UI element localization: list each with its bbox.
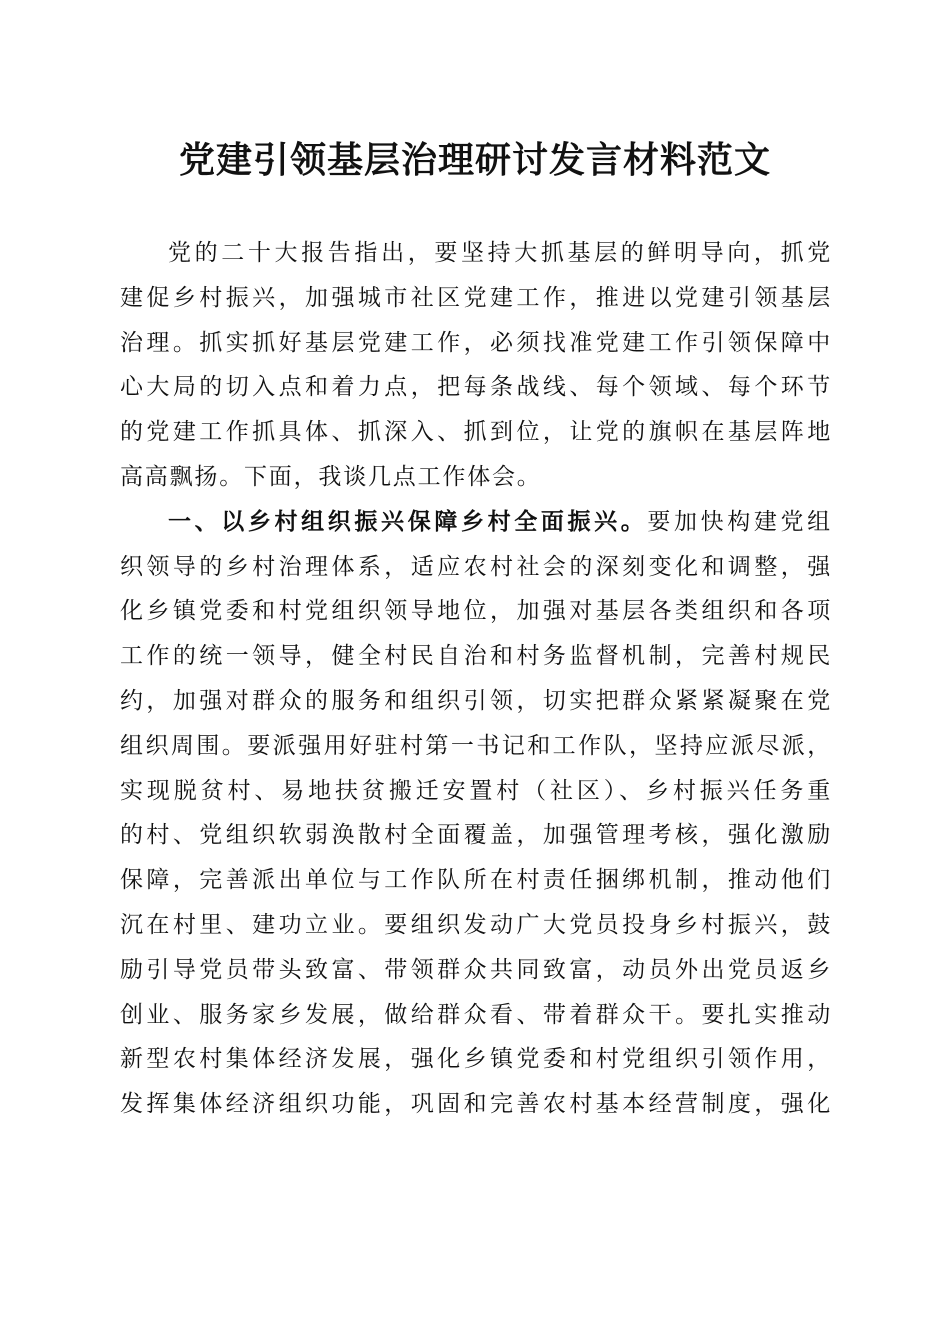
section-1-first-line-text: 要加快构建党组 xyxy=(647,508,832,535)
paragraph-line: 发挥集体经济组织功能，巩固和完善农村基本经营制度，强化 xyxy=(120,1091,832,1118)
intro-paragraph xyxy=(120,231,832,500)
paragraph-line: 高高飘扬。下面，我谈几点工作体会。 xyxy=(120,463,542,490)
paragraph-line: 励引导党员带头致富、带领群众共同致富，动员外出党员返乡 xyxy=(120,956,832,983)
document-body xyxy=(120,231,832,1127)
paragraph-line: 沉在村里、建功立业。要组织发动广大党员投身乡村振兴，鼓 xyxy=(120,911,832,938)
section-1-heading: 一、以乡村组织振兴保障乡村全面振兴。 xyxy=(168,508,648,535)
paragraph-line: 的党建工作抓具体、抓深入、抓到位，让党的旗帜在基层阵地 xyxy=(120,419,832,446)
paragraph-line: 创业、服务家乡发展，做给群众看、带着群众干。要扎实推动 xyxy=(120,1001,832,1028)
paragraph-line: 织领导的乡村治理体系，适应农村社会的深刻变化和调整，强 xyxy=(120,553,832,580)
paragraph-line: 新型农村集体经济发展，强化乡镇党委和村党组织引领作用， xyxy=(120,1046,832,1073)
paragraph-line: 组织周围。要派强用好驻村第一书记和工作队，坚持应派尽派， xyxy=(120,732,832,759)
paragraph-line: 保障，完善派出单位与工作队所在村责任捆绑机制，推动他们 xyxy=(120,867,832,894)
paragraph-line: 约，加强对群众的服务和组织引领，切实把群众紧紧凝聚在党 xyxy=(120,687,832,714)
paragraph-line: 工作的统一领导，健全村民自治和村务监督机制，完善村规民 xyxy=(120,643,832,670)
paragraph-line: 党的二十大报告指出，要坚持大抓基层的鲜明导向，抓党 xyxy=(168,240,832,266)
section-1-first-line xyxy=(120,500,832,545)
paragraph-line: 实现脱贫村、易地扶贫搬迁安置村（社区）、乡村振兴任务重 xyxy=(120,777,832,804)
section-1 xyxy=(120,500,832,1127)
paragraph-line: 建促乡村振兴，加强城市社区党建工作，推进以党建引领基层 xyxy=(120,284,832,311)
paragraph-line: 心大局的切入点和着力点，把每条战线、每个领域、每个环节 xyxy=(120,374,832,401)
paragraph-line: 治理。抓实抓好基层党建工作，必须找准党建工作引领保障中 xyxy=(120,329,832,356)
paragraph-line: 的村、党组织软弱涣散村全面覆盖，加强管理考核，强化激励 xyxy=(120,822,832,849)
paragraph-line: 化乡镇党委和村党组织领导地位，加强对基层各类组织和各项 xyxy=(120,598,832,625)
document-title: 党建引领基层治理研讨发言材料范文 xyxy=(178,139,771,181)
